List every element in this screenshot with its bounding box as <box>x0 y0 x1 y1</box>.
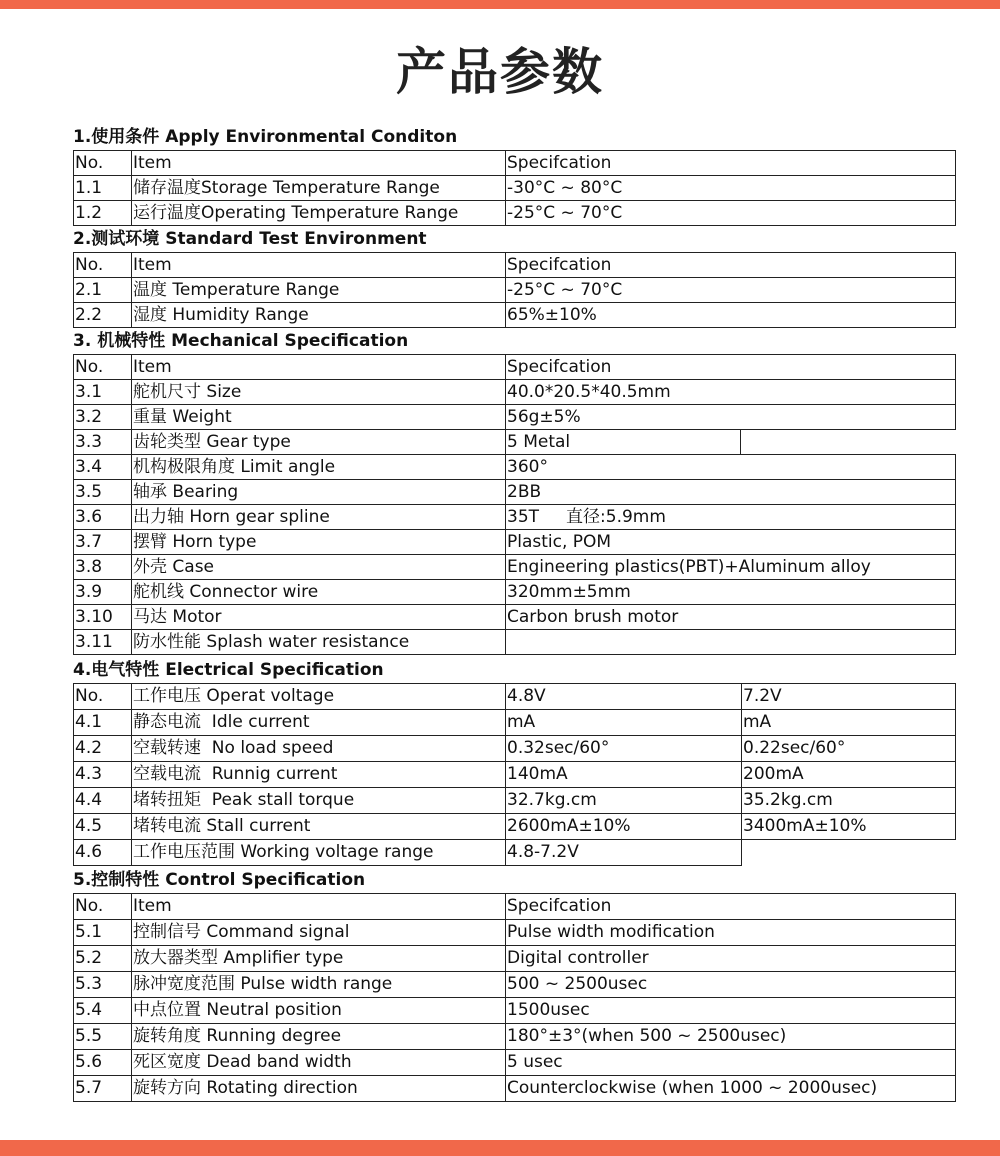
table-row <box>74 684 956 710</box>
row-spec: 40.0*20.5*40.5mm <box>506 380 956 405</box>
header-spec: Specifcation <box>506 253 956 278</box>
table-row <box>74 1024 956 1050</box>
row-no: 5.5 <box>74 1024 132 1050</box>
row-item: 机构极限角度 Limit angle <box>132 455 506 480</box>
row-spec-a: mA <box>506 710 742 736</box>
table-row <box>74 176 956 201</box>
header-spec: Specifcation <box>506 355 956 380</box>
row-no: 5.4 <box>74 998 132 1024</box>
row-item: 摆臂 Horn type <box>132 530 506 555</box>
table-row <box>74 605 956 630</box>
table-row <box>74 555 956 580</box>
row-item: 堵转电流 Stall current <box>132 814 506 840</box>
row-item: 中点位置 Neutral position <box>132 998 506 1024</box>
section-3-heading: 3. 机械特性 Mechanical Specification <box>73 331 409 351</box>
row-item: 马达 Motor <box>132 605 506 630</box>
section-4-heading: 4.电气特性 Electrical Specification <box>73 660 384 680</box>
row-spec: 320mm±5mm <box>506 580 956 605</box>
row-no: 5.3 <box>74 972 132 998</box>
row-no: 3.9 <box>74 580 132 605</box>
row-spec: -25°C ~ 70°C <box>506 201 956 226</box>
section-5-table <box>73 893 956 1102</box>
row-spec <box>506 630 956 655</box>
table-row <box>74 201 956 226</box>
row-no: 4.4 <box>74 788 132 814</box>
row-no: 3.5 <box>74 480 132 505</box>
row-item: 静态电流 Idle current <box>132 710 506 736</box>
row-item: 空载电流 Runnig current <box>132 762 506 788</box>
row-spec: 5 usec <box>506 1050 956 1076</box>
table-row <box>74 480 956 505</box>
row-spec: Carbon brush motor <box>506 605 956 630</box>
row-item: 脉冲宽度范围 Pulse width range <box>132 972 506 998</box>
table-row <box>74 840 956 866</box>
row-spec: -30°C ~ 80°C <box>506 176 956 201</box>
row-item: 齿轮类型 Gear type <box>132 430 506 455</box>
row-spec-a: 2600mA±10% <box>506 814 742 840</box>
header-no: No. <box>74 151 132 176</box>
row-spec: Engineering plastics(PBT)+Aluminum alloy <box>506 555 956 580</box>
row-no: 3.8 <box>74 555 132 580</box>
table-header-row <box>74 151 956 176</box>
table-row <box>74 405 956 430</box>
row-spec: Pulse width modification <box>506 920 956 946</box>
row-spec: Digital controller <box>506 946 956 972</box>
row-no: 4.2 <box>74 736 132 762</box>
row-no: 4.1 <box>74 710 132 736</box>
row-spec-empty <box>742 840 956 866</box>
top-accent-bar <box>0 0 1000 9</box>
row-spec: Counterclockwise (when 1000 ~ 2000usec) <box>506 1076 956 1102</box>
header-spec: Specifcation <box>506 894 956 920</box>
row-spec: 56g±5% <box>506 405 956 430</box>
row-item: 空载转速 No load speed <box>132 736 506 762</box>
row-item: 重量 Weight <box>132 405 506 430</box>
row-no: 4.5 <box>74 814 132 840</box>
row-spec: 2BB <box>506 480 956 505</box>
row-no: 4.3 <box>74 762 132 788</box>
table-row <box>74 788 956 814</box>
table-row <box>74 998 956 1024</box>
page-title: 产品参数 <box>396 43 604 101</box>
row-item: 外壳 Case <box>132 555 506 580</box>
spec-content <box>73 124 955 1102</box>
row-spec-b: 0.22sec/60° <box>742 736 956 762</box>
row-no: 2.1 <box>74 278 132 303</box>
header-item: Item <box>132 253 506 278</box>
row-no: 3.4 <box>74 455 132 480</box>
table-row <box>74 530 956 555</box>
section-3-table <box>73 354 956 655</box>
row-spec: 5 Metal <box>506 430 741 455</box>
section-4-table <box>73 683 956 866</box>
row-item: 堵转扭矩 Peak stall torque <box>132 788 506 814</box>
row-item: 放大器类型 Amplifier type <box>132 946 506 972</box>
row-spec-b: 7.2V <box>742 684 956 710</box>
row-spec-b: 200mA <box>742 762 956 788</box>
row-item: 舵机线 Connector wire <box>132 580 506 605</box>
row-item: 旋转方向 Rotating direction <box>132 1076 506 1102</box>
table-row <box>74 505 956 530</box>
section-5-heading: 5.控制特性 Control Specification <box>73 870 366 890</box>
row-no: 4.6 <box>74 840 132 866</box>
row-item: 湿度 Humidity Range <box>132 303 506 328</box>
row-no: 5.2 <box>74 946 132 972</box>
table-row <box>74 1076 956 1102</box>
bottom-accent-bar <box>0 1140 1000 1156</box>
table-row <box>74 972 956 998</box>
row-spec-a: 4.8-7.2V <box>506 840 742 866</box>
row-no: 3.7 <box>74 530 132 555</box>
row-item: 温度 Temperature Range <box>132 278 506 303</box>
header-no: No. <box>74 894 132 920</box>
table-row <box>74 736 956 762</box>
row-spec: 360° <box>506 455 956 480</box>
row-no: 3.10 <box>74 605 132 630</box>
row-no: 1.1 <box>74 176 132 201</box>
row-spec: 1500usec <box>506 998 956 1024</box>
row-no: 5.7 <box>74 1076 132 1102</box>
table-header-row <box>74 253 956 278</box>
row-item: 储存温度Storage Temperature Range <box>132 176 506 201</box>
row-no: 3.11 <box>74 630 132 655</box>
table-row <box>74 762 956 788</box>
row-item: 控制信号 Command signal <box>132 920 506 946</box>
table-row <box>74 430 956 455</box>
row-spec-a: 4.8V <box>506 684 742 710</box>
table-row <box>74 710 956 736</box>
header-no: No. <box>74 253 132 278</box>
row-item: 舵机尺寸 Size <box>132 380 506 405</box>
row-spec-b: 35.2kg.cm <box>742 788 956 814</box>
row-item: 轴承 Bearing <box>132 480 506 505</box>
row-no: 3.3 <box>74 430 132 455</box>
row-item: 防水性能 Splash water resistance <box>132 630 506 655</box>
row-item: 出力轴 Horn gear spline <box>132 505 506 530</box>
row-spec-a: 0.32sec/60° <box>506 736 742 762</box>
row-spec: 65%±10% <box>506 303 956 328</box>
row-item: 工作电压 Operat voltage <box>132 684 506 710</box>
table-row <box>74 303 956 328</box>
table-row <box>74 1050 956 1076</box>
table-row <box>74 814 956 840</box>
header-spec: Specifcation <box>506 151 956 176</box>
table-row <box>74 920 956 946</box>
row-item: 死区宽度 Dead band width <box>132 1050 506 1076</box>
table-row <box>74 455 956 480</box>
row-spec: 500 ~ 2500usec <box>506 972 956 998</box>
table-row <box>74 580 956 605</box>
header-item: Item <box>132 894 506 920</box>
section-1-table <box>73 150 956 226</box>
row-item: 工作电压范围 Working voltage range <box>132 840 506 866</box>
row-no: 1.2 <box>74 201 132 226</box>
row-no: 3.2 <box>74 405 132 430</box>
table-row <box>74 946 956 972</box>
header-item: Item <box>132 355 506 380</box>
row-spec: 35T 直径:5.9mm <box>506 505 956 530</box>
header-item: Item <box>132 151 506 176</box>
row-spec: -25°C ~ 70°C <box>506 278 956 303</box>
section-2-heading: 2.测试环境 Standard Test Environment <box>73 229 427 249</box>
row-no: 3.6 <box>74 505 132 530</box>
row-item: 旋转角度 Running degree <box>132 1024 506 1050</box>
row-item: 运行温度Operating Temperature Range <box>132 201 506 226</box>
row-spec-b: mA <box>742 710 956 736</box>
row-spec: Plastic, POM <box>506 530 956 555</box>
section-2-table <box>73 252 956 328</box>
header-no: No. <box>74 355 132 380</box>
table-row <box>74 630 956 655</box>
row-spec-a: 32.7kg.cm <box>506 788 742 814</box>
row-spec-b: 3400mA±10% <box>742 814 956 840</box>
table-header-row <box>74 355 956 380</box>
table-row <box>74 380 956 405</box>
table-row <box>74 278 956 303</box>
row-no: 2.2 <box>74 303 132 328</box>
row-no: 5.1 <box>74 920 132 946</box>
row-no: 5.6 <box>74 1050 132 1076</box>
table-header-row <box>74 894 956 920</box>
row-spec-a: 140mA <box>506 762 742 788</box>
row-no: 3.1 <box>74 380 132 405</box>
section-1-heading: 1.使用条件 Apply Environmental Conditon <box>73 127 458 147</box>
row-no: No. <box>74 684 132 710</box>
row-spec-empty <box>741 430 956 455</box>
row-spec: 180°±3°(when 500 ~ 2500usec) <box>506 1024 956 1050</box>
